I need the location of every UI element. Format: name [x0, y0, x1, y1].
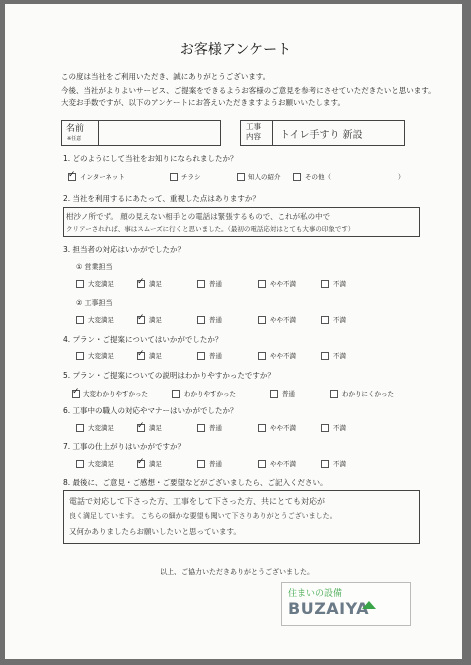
house-icon — [362, 601, 376, 609]
q5-checkbox-1[interactable] — [172, 390, 180, 398]
q8-comment-line-1: 電話で対応して下さった方、工事をして下さった方、共にとても対応が — [69, 497, 325, 506]
q4-checkbox-2[interactable] — [197, 352, 205, 360]
q3-work-checkbox-1[interactable] — [137, 316, 145, 324]
q3-work-checkbox-4[interactable] — [321, 316, 329, 324]
q3-sub-construction: ② 工事担当 — [76, 299, 113, 307]
q2-answer-line-1: 柑沙ノ所でず。 顔の見えない相手との電話は緊張するもので、これが私の中で — [66, 212, 331, 221]
q1-option-0: インターネット — [80, 173, 125, 181]
q1-checkbox-0[interactable] — [68, 173, 76, 181]
q6-question: 6. 工事中の職人の対応やマナーはいかがでしたか？ — [63, 406, 238, 415]
q6-checkbox-0[interactable] — [76, 424, 84, 432]
work-value: トイレ手すり 新設 — [280, 130, 363, 141]
name-label: 名前 — [66, 124, 85, 134]
q3-work-option-2: 普通 — [209, 316, 222, 324]
q4-option-0: 大変満足 — [88, 352, 114, 360]
q6-option-2: 普通 — [209, 424, 222, 432]
q2-question: 2. 当社を利用するにあたって、重視した点はありますか？ — [63, 194, 260, 203]
q3-work-checkbox-3[interactable] — [258, 316, 266, 324]
q1-checkbox-3[interactable] — [293, 173, 301, 181]
q3-work-checkbox-2[interactable] — [197, 316, 205, 324]
q4-option-3: やや不満 — [270, 352, 296, 360]
q3-sub-sales: ① 営業担当 — [76, 263, 113, 271]
q4-checkbox-0[interactable] — [76, 352, 84, 360]
q7-checkbox-2[interactable] — [197, 460, 205, 468]
q4-option-2: 普通 — [209, 352, 222, 360]
q4-checkbox-1[interactable] — [137, 352, 145, 360]
q6-option-3: やや不満 — [270, 424, 296, 432]
q8-comment-line-2: 良く満足しています。 こちらの細かな要望も聞いて下さりありがとうございました。 — [69, 512, 337, 520]
company-logo — [281, 582, 411, 626]
q3-question: 3. 担当者の対応はいかがでしたか？ — [63, 245, 186, 254]
intro-line-3: 大変お手数ですが、以下のアンケートにお答えいただきますようお願いいたします。 — [61, 98, 345, 107]
logo-tagline: 住まいの設備 — [288, 589, 343, 599]
q6-option-4: 不満 — [333, 424, 346, 432]
q6-checkbox-4[interactable] — [321, 424, 329, 432]
q6-option-0: 大変満足 — [88, 424, 114, 432]
q3-sales-option-2: 普通 — [209, 280, 222, 288]
q7-checkbox-1[interactable] — [137, 460, 145, 468]
q5-checkbox-2[interactable] — [270, 390, 278, 398]
q8-question: 8. 最後に、ご意見・ご感想・ご要望などがございましたら、ご記入ください。 — [63, 478, 328, 487]
q7-checkbox-0[interactable] — [76, 460, 84, 468]
q1-option-3: その他（ — [305, 173, 331, 181]
work-label-2: 内容 — [246, 132, 261, 141]
q7-option-1: 満足 — [149, 460, 162, 468]
q5-option-2: 普通 — [282, 390, 295, 398]
q7-option-0: 大変満足 — [88, 460, 114, 468]
q7-option-2: 普通 — [209, 460, 222, 468]
q7-option-4: 不満 — [333, 460, 346, 468]
q1-checkbox-1[interactable] — [170, 173, 178, 181]
q3-sales-option-1: 満足 — [149, 280, 162, 288]
q7-question: 7. 工事の仕上がりはいかがですか？ — [63, 442, 186, 451]
q3-sales-option-3: やや不満 — [270, 280, 296, 288]
q3-sales-checkbox-3[interactable] — [258, 280, 266, 288]
q5-checkbox-0[interactable] — [72, 390, 80, 398]
q3-sales-checkbox-1[interactable] — [137, 280, 145, 288]
q8-comment-line-3: 又何かありましたらお願いしたいと思っています。 — [69, 527, 241, 536]
page-title: お客様アンケート — [179, 42, 292, 58]
q3-work-checkbox-0[interactable] — [76, 316, 84, 324]
q4-checkbox-4[interactable] — [321, 352, 329, 360]
q5-checkbox-3[interactable] — [330, 390, 338, 398]
q6-option-1: 満足 — [149, 424, 162, 432]
q3-sales-checkbox-0[interactable] — [76, 280, 84, 288]
q5-option-1: わかりやすかった — [184, 390, 236, 398]
q6-checkbox-1[interactable] — [137, 424, 145, 432]
q4-question: 4. プラン・ご提案についてはいかがでしたか？ — [63, 335, 223, 344]
q3-work-option-1: 満足 — [149, 316, 162, 324]
q1-checkbox-2[interactable] — [237, 173, 245, 181]
q7-option-3: やや不満 — [270, 460, 296, 468]
q3-work-option-3: やや不満 — [270, 316, 296, 324]
q4-option-4: 不満 — [333, 352, 346, 360]
q5-option-3: わかりにくかった — [342, 390, 394, 398]
logo-wordmark: BUZAIYA — [288, 599, 370, 618]
intro-line-2: 今後、当社がよりよいサービス、ご提案をできるようお客様のご意見を参考にさせていただきたいと思います。 — [61, 86, 436, 95]
q3-work-option-4: 不満 — [333, 316, 346, 324]
intro-line-1: この度は当社をご利用いただき、誠にありがとうございます。 — [61, 72, 271, 81]
q2-answer-line-2: クリアーされれば、事はスムーズに行くと思いました。（最初の電話応対はとても大事の印象です） — [66, 225, 355, 233]
q4-option-1: 満足 — [149, 352, 162, 360]
work-label-1: 工事 — [246, 122, 261, 131]
q1-question: 1. どのようにして当社をお知りになられましたか？ — [63, 154, 238, 163]
closing-text: 以上、ご協力いただきありがとうございました。 — [160, 568, 314, 576]
q1-option-1: チラシ — [181, 173, 201, 181]
name-note: ※任意 — [67, 136, 82, 142]
q6-checkbox-3[interactable] — [258, 424, 266, 432]
q3-work-option-0: 大変満足 — [88, 316, 114, 324]
q6-checkbox-2[interactable] — [197, 424, 205, 432]
q3-sales-checkbox-4[interactable] — [321, 280, 329, 288]
q1-option-2: 知人の紹介 — [248, 173, 281, 181]
q1-option-close: ） — [398, 173, 405, 181]
q7-checkbox-3[interactable] — [258, 460, 266, 468]
q5-question: 5. プラン・ご提案についての説明はわかりやすかったですか？ — [63, 371, 275, 380]
q3-sales-option-0: 大変満足 — [88, 280, 114, 288]
q3-sales-option-4: 不満 — [333, 280, 346, 288]
q5-option-0: 大変わかりやすかった — [83, 390, 148, 398]
q3-sales-checkbox-2[interactable] — [197, 280, 205, 288]
q4-checkbox-3[interactable] — [258, 352, 266, 360]
q7-checkbox-4[interactable] — [321, 460, 329, 468]
